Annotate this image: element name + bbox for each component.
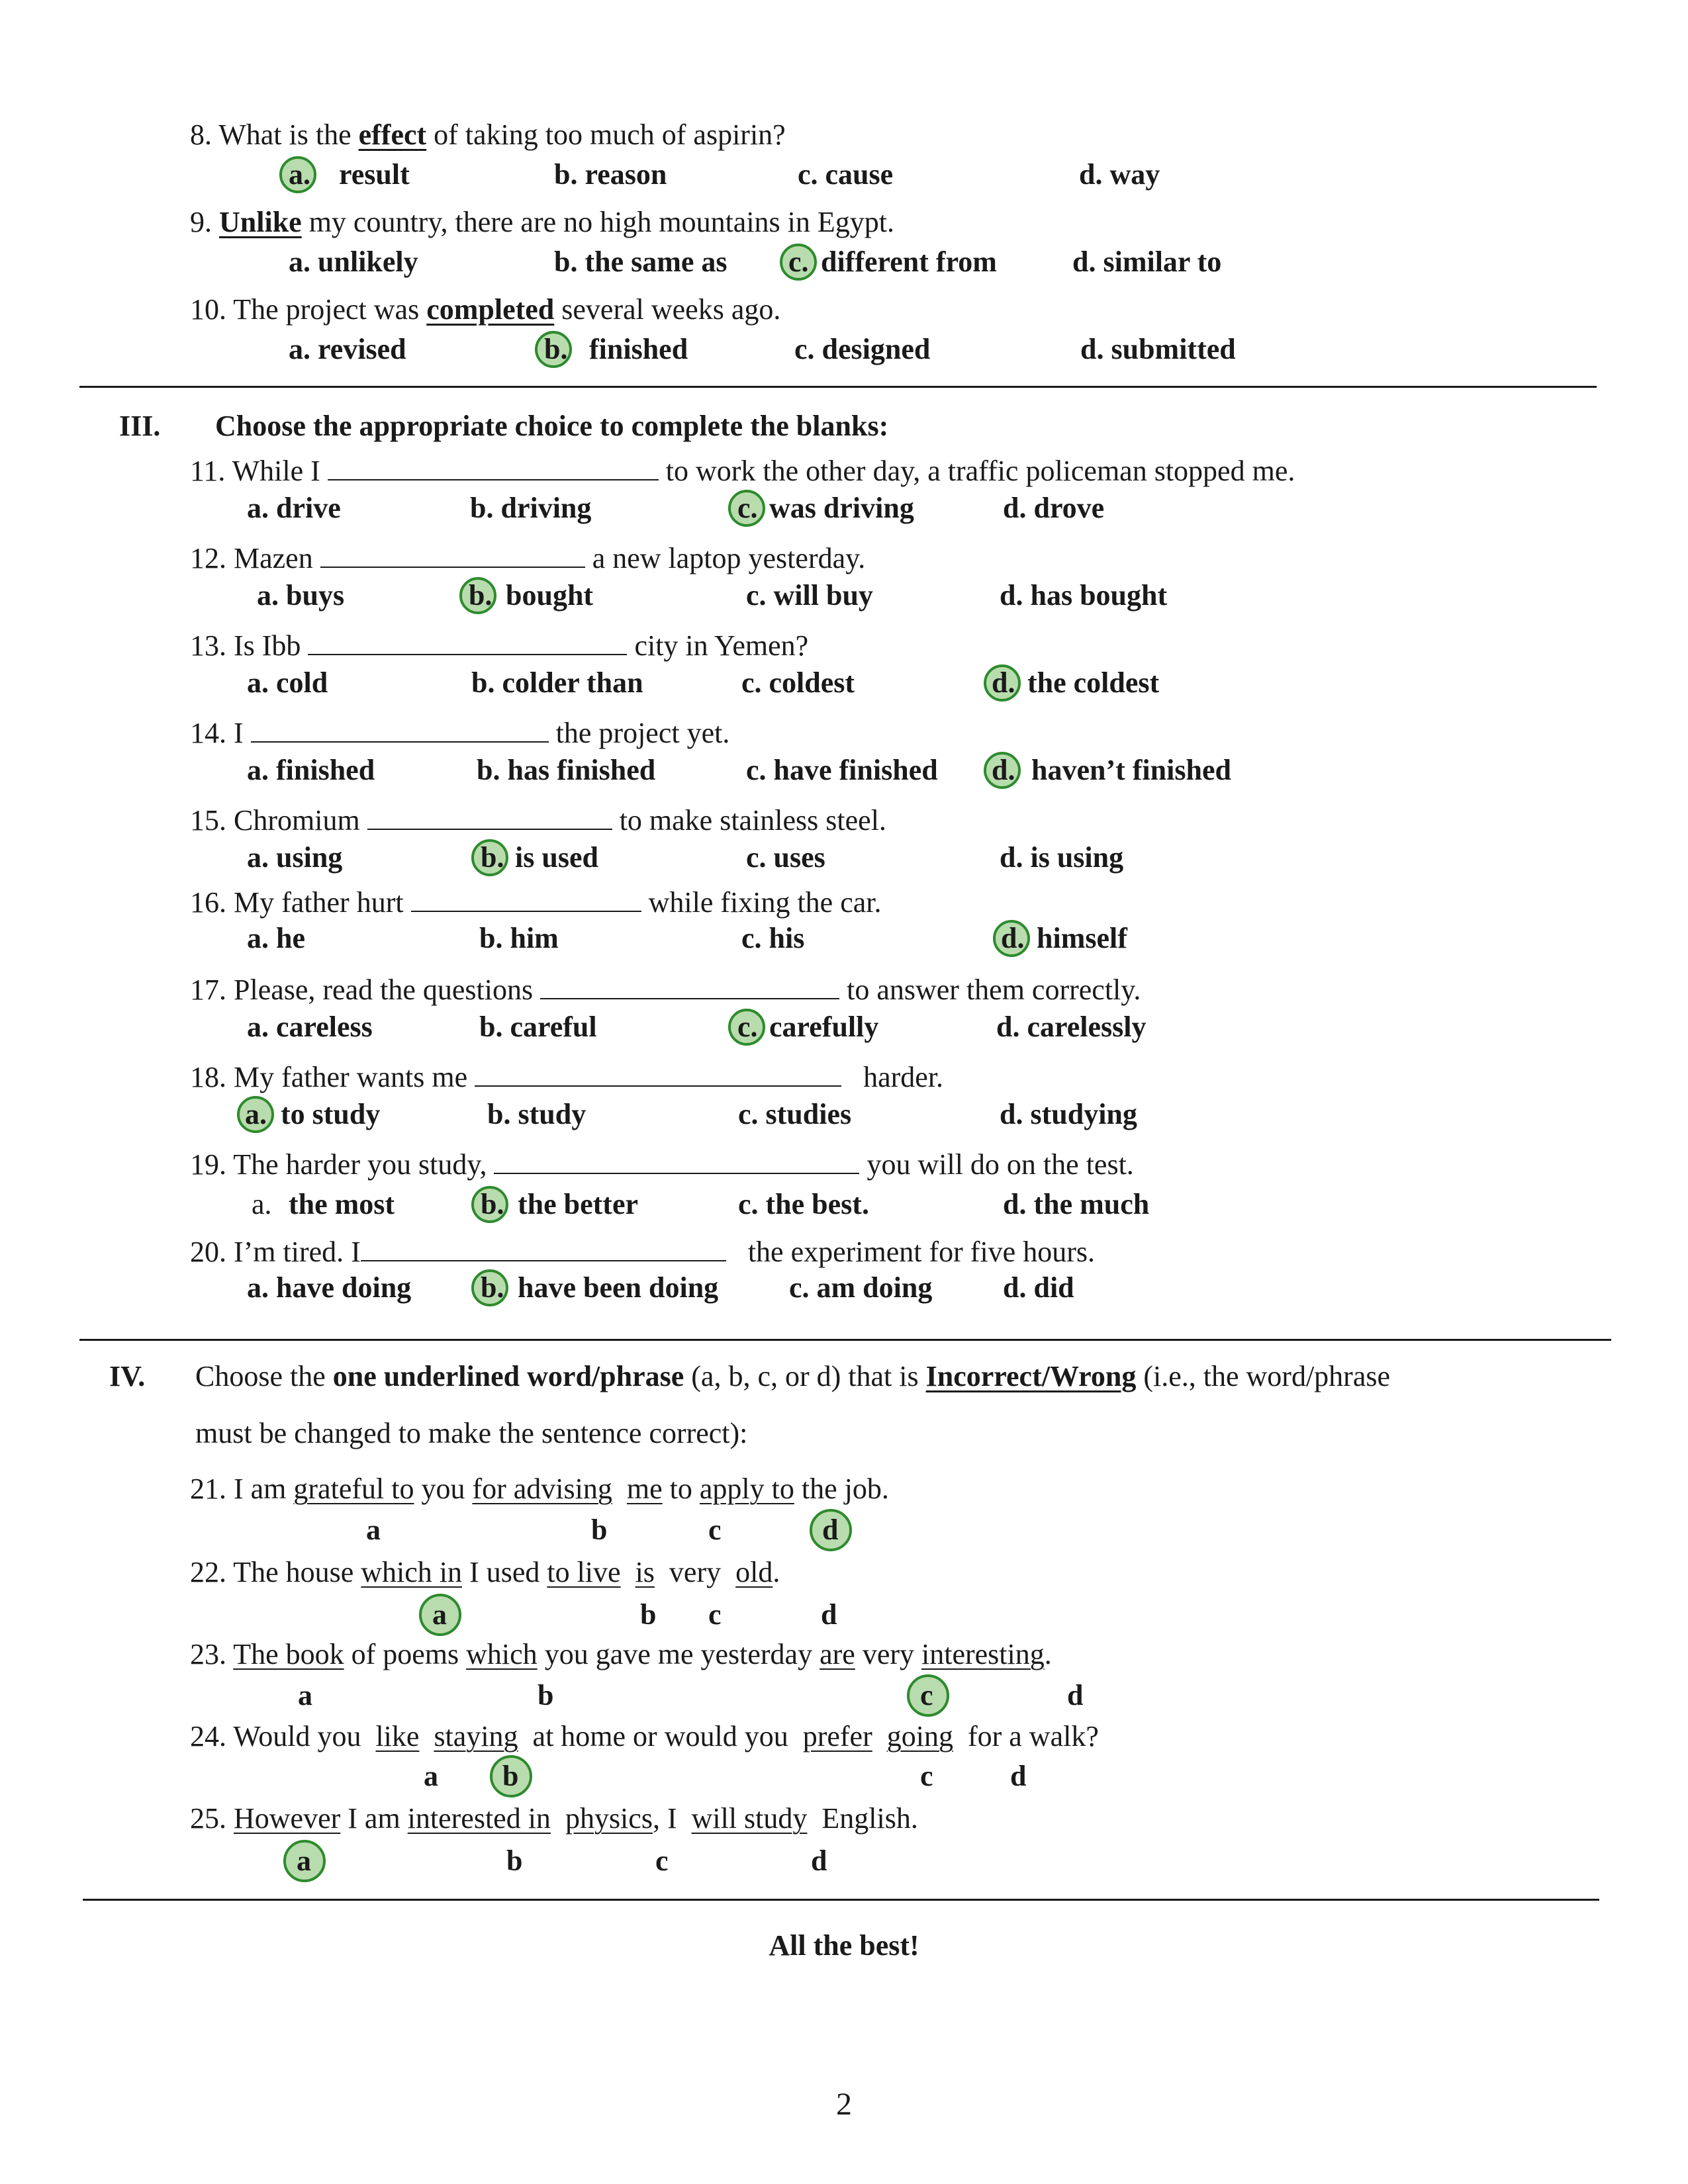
q13-option-a: a. cold [247,666,328,699]
q10-stem: 10. The project was completed several weeks ago. [190,293,781,326]
section-instructions: Choose the one underlined word/phrase (a, b, c, or d) that is Incorrect/Wrong (i.e., the word/phrase [195,1360,1391,1392]
q8-option-a-letter: a. [289,158,310,191]
q21-label-a: a [366,1514,381,1546]
q14-option-a: a. finished [247,754,375,786]
q13-stem: 13. Is Ibb city in Yemen? [190,629,809,662]
divider [79,1339,1611,1341]
q9-stem: 9. Unlike my country, there are no high mountains in Egypt. [190,206,894,238]
q9-option-c-letter: c. [788,246,809,278]
q15-option-b-letter: b. [481,841,504,874]
q13-option-d: the coldest [1027,666,1160,699]
q18-stem: 18. My father wants me harder. [190,1061,944,1093]
q25-label-d: d [811,1844,827,1877]
q21-label-b: b [591,1514,608,1546]
q9-option-b: b. the same as [554,246,727,278]
section-heading: Choose the appropriate choice to complete the blanks: [215,410,889,442]
q17-option-b: b. careful [479,1011,597,1043]
q16-option-a: a. he [247,922,305,954]
q16-option-c: c. his [741,922,805,954]
page-number: 2 [836,2087,852,2122]
closing-message: All the best! [769,1929,919,1962]
q13-option-c: c. coldest [741,666,855,699]
q12-option-a: a. buys [257,579,345,612]
q22-label-d: d [821,1598,837,1631]
section-numeral: IV. [109,1360,146,1392]
q19-option-a: the most [289,1188,395,1220]
q9-option-a: a. unlikely [289,246,418,278]
q15-option-b: is used [515,841,598,874]
q10-option-d: d. submitted [1080,333,1236,365]
q17-stem: 17. Please, read the questions to answer them correctly. [190,974,1141,1006]
q15-option-d: d. is using [1000,841,1124,874]
q9-option-d: d. similar to [1072,246,1222,278]
q23-label-d: d [1067,1679,1084,1711]
q14-option-d-letter: d. [992,754,1015,786]
q24-label-d: d [1010,1760,1027,1792]
q23-sentence: 23. The book of poems which you gave me yesterday are very interesting. [190,1638,1052,1670]
q18-option-a: to study [281,1098,381,1130]
section-instructions-line2: must be changed to make the sentence correct): [195,1417,748,1449]
q23-label-b: b [538,1679,554,1711]
q11-option-b: b. driving [470,492,592,524]
q15-stem: 15. Chromium to make stainless steel. [190,804,886,837]
q20-option-d: d. did [1003,1271,1074,1304]
divider [83,1899,1599,1901]
q14-option-d: haven’t finished [1031,754,1231,786]
q11-option-d: d. drove [1003,492,1105,524]
q11-option-c: was driving [769,492,914,524]
q15-option-a: a. using [247,841,343,874]
q16-option-b: b. him [479,922,559,954]
q14-option-b: b. has finished [477,754,656,786]
q12-option-c: c. will buy [746,579,873,612]
q11-option-a: a. drive [247,492,341,524]
q21-sentence: 21. I am grateful to you for advising me to apply to the job. [190,1473,889,1505]
q20-option-c: c. am doing [789,1271,933,1304]
q10-option-b-letter: b. [544,333,568,365]
q8-option-c: c. cause [798,158,894,191]
section-numeral: III. [119,410,161,442]
q22-label-c: c [708,1598,722,1631]
q12-option-b-letter: b. [469,579,492,612]
q16-stem: 16. My father hurt while fixing the car. [190,886,882,919]
q24-label-b: b [502,1760,519,1792]
divider [79,386,1597,388]
q19-stem: 19. The harder you study, you will do on the test. [190,1148,1134,1181]
q14-stem: 14. I the project yet. [190,717,730,749]
q15-option-c: c. uses [746,841,825,874]
q14-option-c: c. have finished [746,754,938,786]
q18-option-c: c. studies [738,1098,852,1130]
q22-label-b: b [640,1598,657,1631]
q23-label-a: a [298,1679,312,1711]
q20-option-b-letter: b. [481,1271,504,1304]
q25-label-c: c [655,1844,669,1877]
q16-option-d-letter: d. [1001,922,1025,954]
q12-option-d: d. has bought [1000,579,1168,612]
q20-option-b: have been doing [518,1271,719,1304]
q20-stem: 20. I’m tired. I the experiment for five hours. [190,1236,1095,1268]
q17-option-c-letter: c. [737,1011,758,1043]
q11-stem: 11. While I to work the other day, a traffic policeman stopped me. [190,455,1295,487]
q25-label-b: b [506,1844,523,1877]
q12-option-b: bought [506,579,594,612]
q21-label-c: c [708,1514,722,1546]
q21-label-d: d [822,1514,839,1546]
q8-option-a: result [339,158,410,191]
q25-label-a: a [297,1844,311,1877]
q24-label-a: a [424,1760,438,1792]
q13-option-b: b. colder than [471,666,643,699]
q19-option-a-letter: a. [252,1188,272,1220]
q10-option-a: a. revised [289,333,406,365]
q11-option-c-letter: c. [737,492,758,524]
q20-option-a: a. have doing [247,1271,412,1304]
q22-label-a: a [432,1598,447,1631]
q18-option-b: b. study [487,1098,586,1130]
q17-option-a: a. careless [247,1011,373,1043]
q12-stem: 12. Mazen a new laptop yesterday. [190,542,866,574]
q16-option-d: himself [1037,922,1127,954]
q17-option-c: carefully [769,1011,879,1043]
q19-option-d: d. the much [1003,1188,1150,1220]
q8-option-d: d. way [1079,158,1160,191]
q10-option-b: finished [589,333,688,365]
q8-option-b: b. reason [554,158,667,191]
q22-sentence: 22. The house which in I used to live is very old. [190,1556,780,1588]
q18-option-a-letter: a. [245,1098,267,1130]
q19-option-c: c. the best. [738,1188,869,1220]
q9-option-c: different from [821,246,997,278]
q19-option-b: the better [518,1188,639,1220]
q19-option-b-letter: b. [481,1188,504,1220]
q23-label-c: c [920,1679,933,1711]
q18-option-d: d. studying [1000,1098,1137,1130]
q17-option-d: d. carelessly [996,1011,1147,1043]
q24-label-c: c [920,1760,933,1792]
q13-option-d-letter: d. [992,666,1015,699]
q24-sentence: 24. Would you like staying at home or would you prefer going for a walk? [190,1720,1099,1752]
q10-option-c: c. designed [794,333,931,365]
q8-stem: 8. What is the effect of taking too much of aspirin? [190,118,786,151]
q25-sentence: 25. However I am interested in physics, I will study English. [190,1802,918,1835]
